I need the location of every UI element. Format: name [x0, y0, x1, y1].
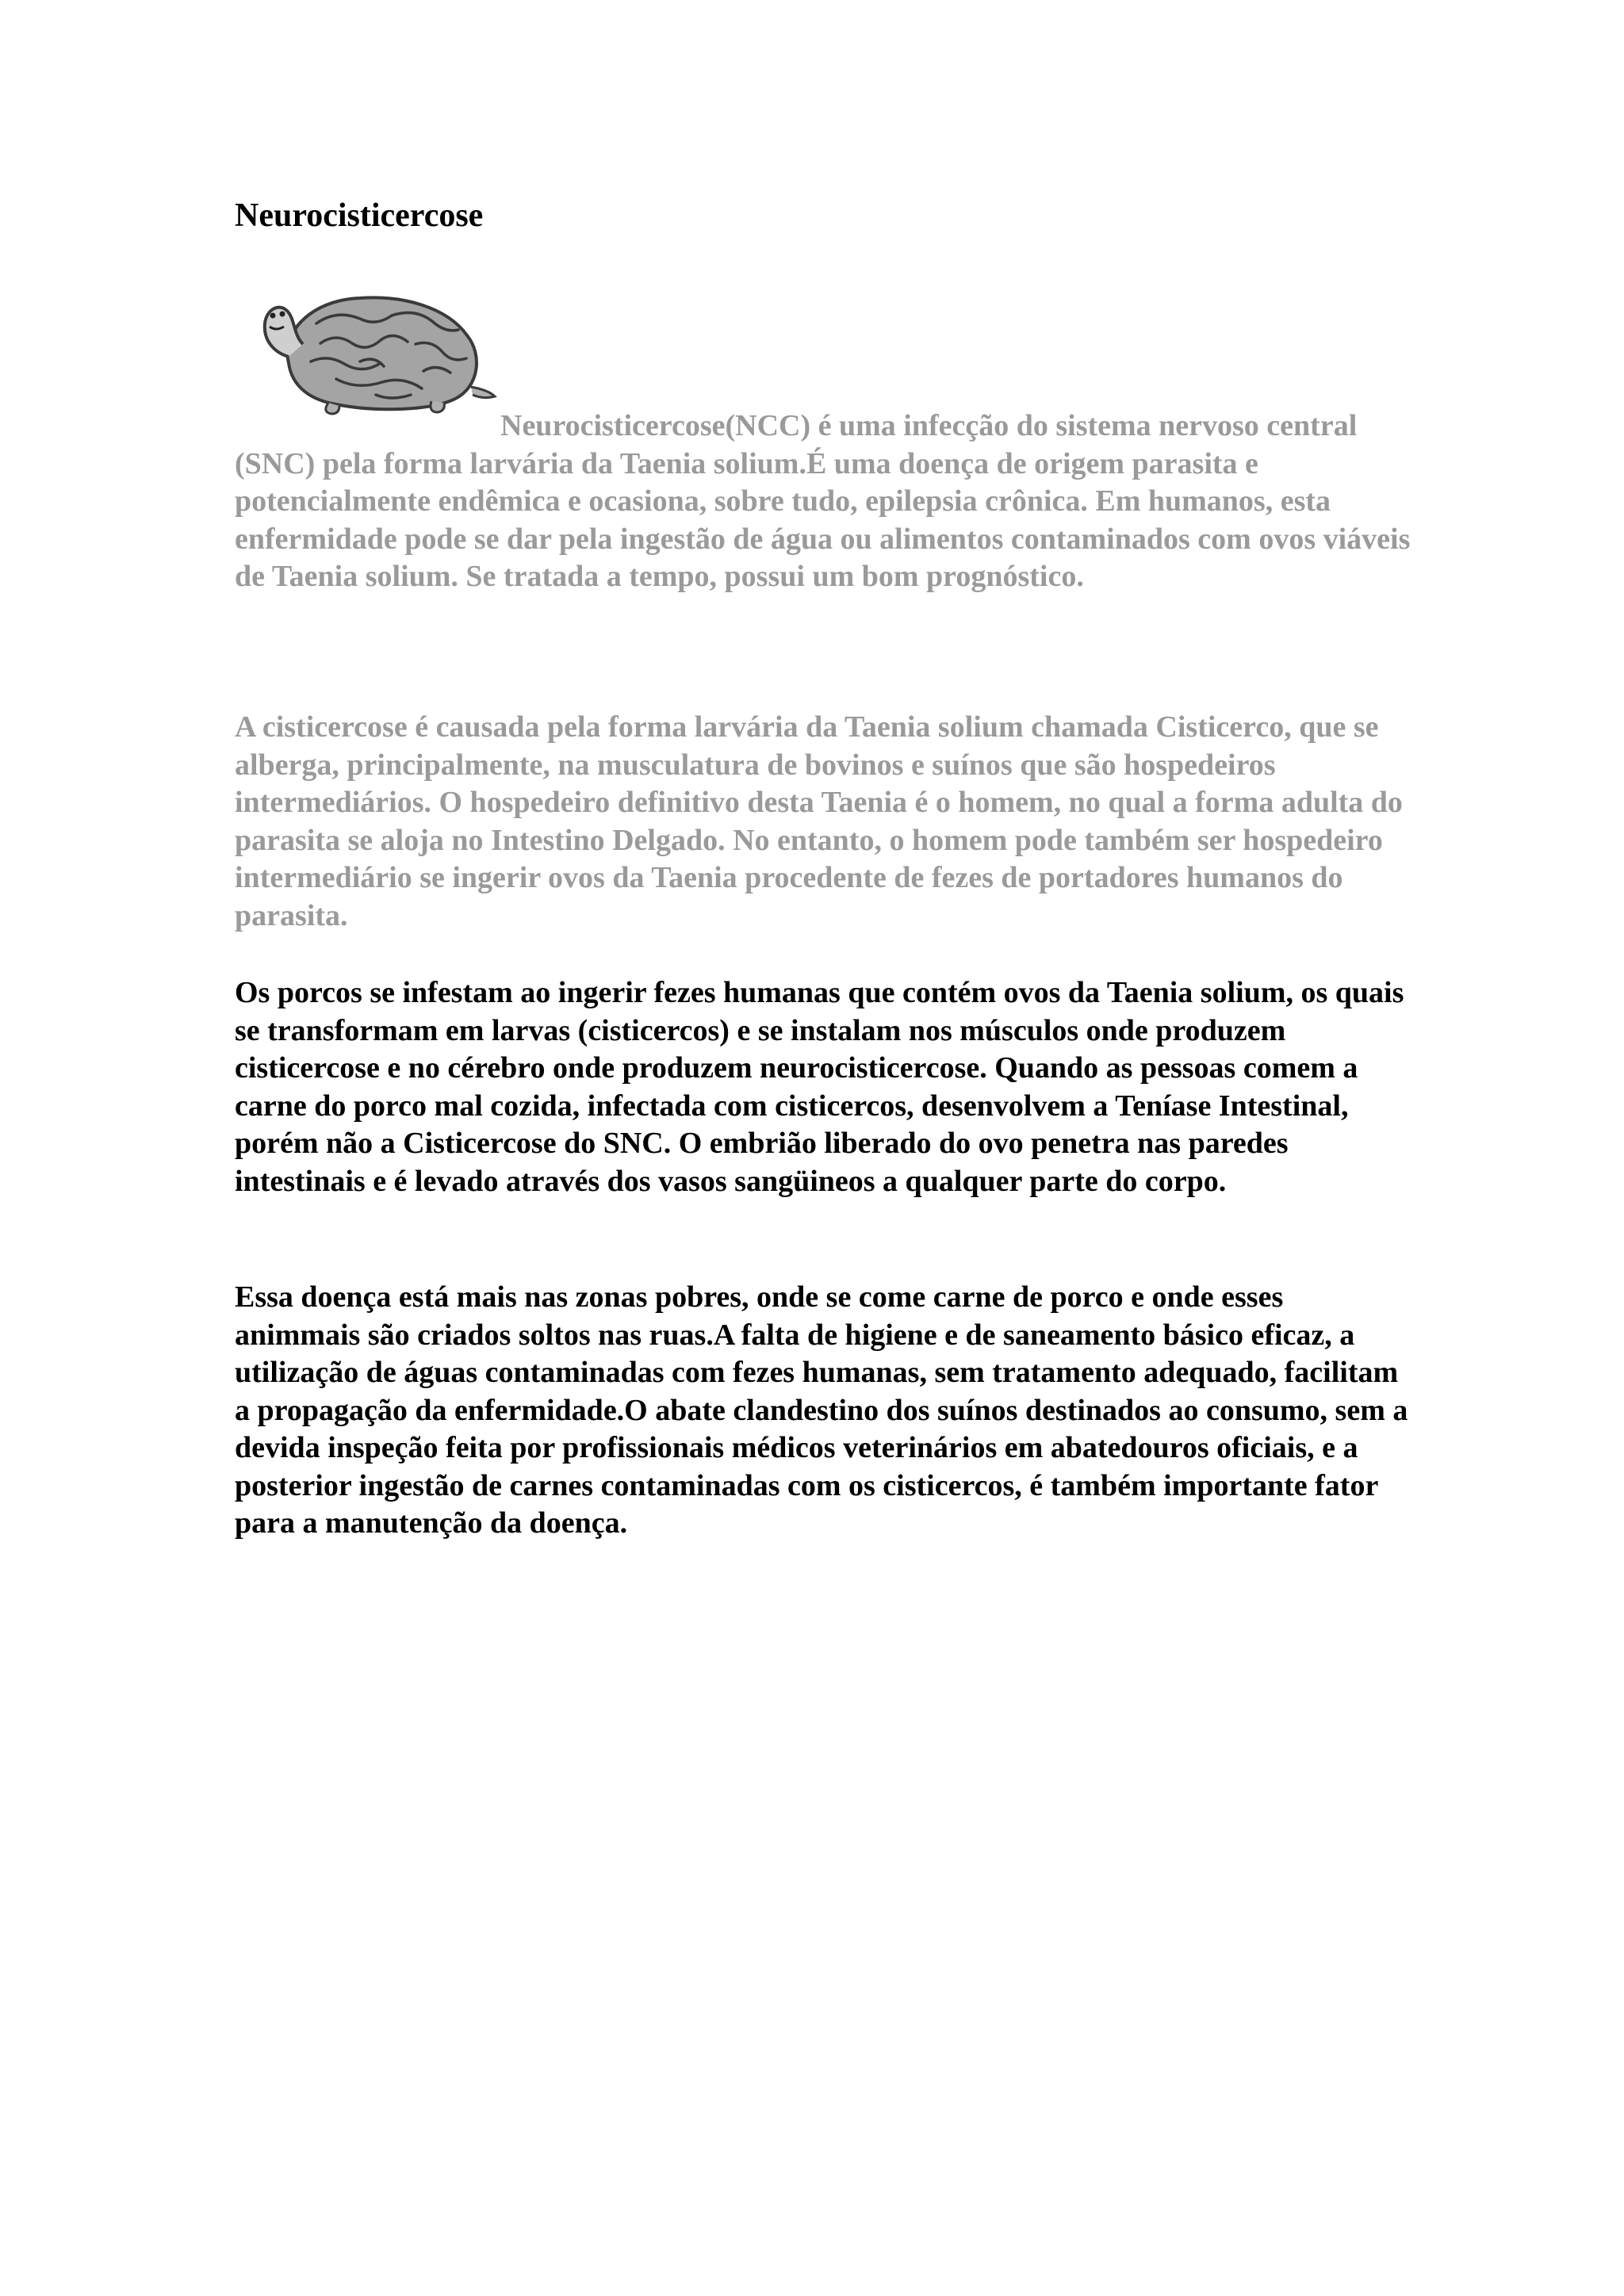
paragraph-intro: Neurocisticercose(NCC) é uma infecção do sistema nervoso central (SNC) pela forma larvária da Taenia solium.É uma doença de origem parasita e potencialmente endêmica e ocasiona, sobre tudo, epilepsia crônica. Em humanos, esta enfermidade pode se dar pela ingestão de água ou alimentos contaminados com ovos viáveis de Taenia solium. Se tratada a tempo, possui um bom prognóstico.: [235, 409, 1411, 593]
page-title: Neurocisticercose: [235, 197, 484, 234]
paragraph-risk-factors: Essa doença está mais nas zonas pobres, onde se come carne de porco e onde esses animmais são criados soltos nas ruas.A falta de higiene e de saneamento básico eficaz, a utilização de águas contaminadas com fezes humanas, sem tratamento adequado, facilitam a propagação da enfermidade.O abate clandestino dos suínos destinados ao consumo, sem a devida inspeção feita por profissionais médicos veterinários em abatedouros oficiais, e a posterior ingestão de carnes contaminadas com os cisticercos, é também importante fator para a manutenção da doença.: [235, 1280, 1408, 1540]
paragraph-cysticercosis: A cisticercose é causada pela forma larvária da Taenia solium chamada Cisticerco, que se alberga, principalmente, na musculatura de bovinos e suínos que são hospedeiros intermediários. O hospedeiro definitivo desta Taenia é o homem, no qual a forma adulta do parasita se aloja no Intestino Delgado. No entanto, o homem pode também ser hospedeiro intermediário se ingerir ovos da Taenia procedente de fezes de portadores humanos do parasita.: [235, 710, 1403, 932]
brain-body: [287, 297, 477, 409]
brain-turtle-icon: [241, 268, 503, 419]
paragraph-transmission: Os porcos se infestam ao ingerir fezes humanas que contém ovos da Taenia solium, os quais se transformam em larvas (cisticercos) e se instalam nos músculos onde produzem cisticercose e no cérebro onde produzem neurocisticercose. Quando as pessoas comem a carne do porco mal cozida, infectada com cisticercos, desenvolvem a Teníase Intestinal, porém não a Cisticercose do SNC. O embrião liberado do ovo penetra nas paredes intestinais e é levado através dos vasos sangüineos a qualquer parte do corpo.: [235, 976, 1404, 1198]
